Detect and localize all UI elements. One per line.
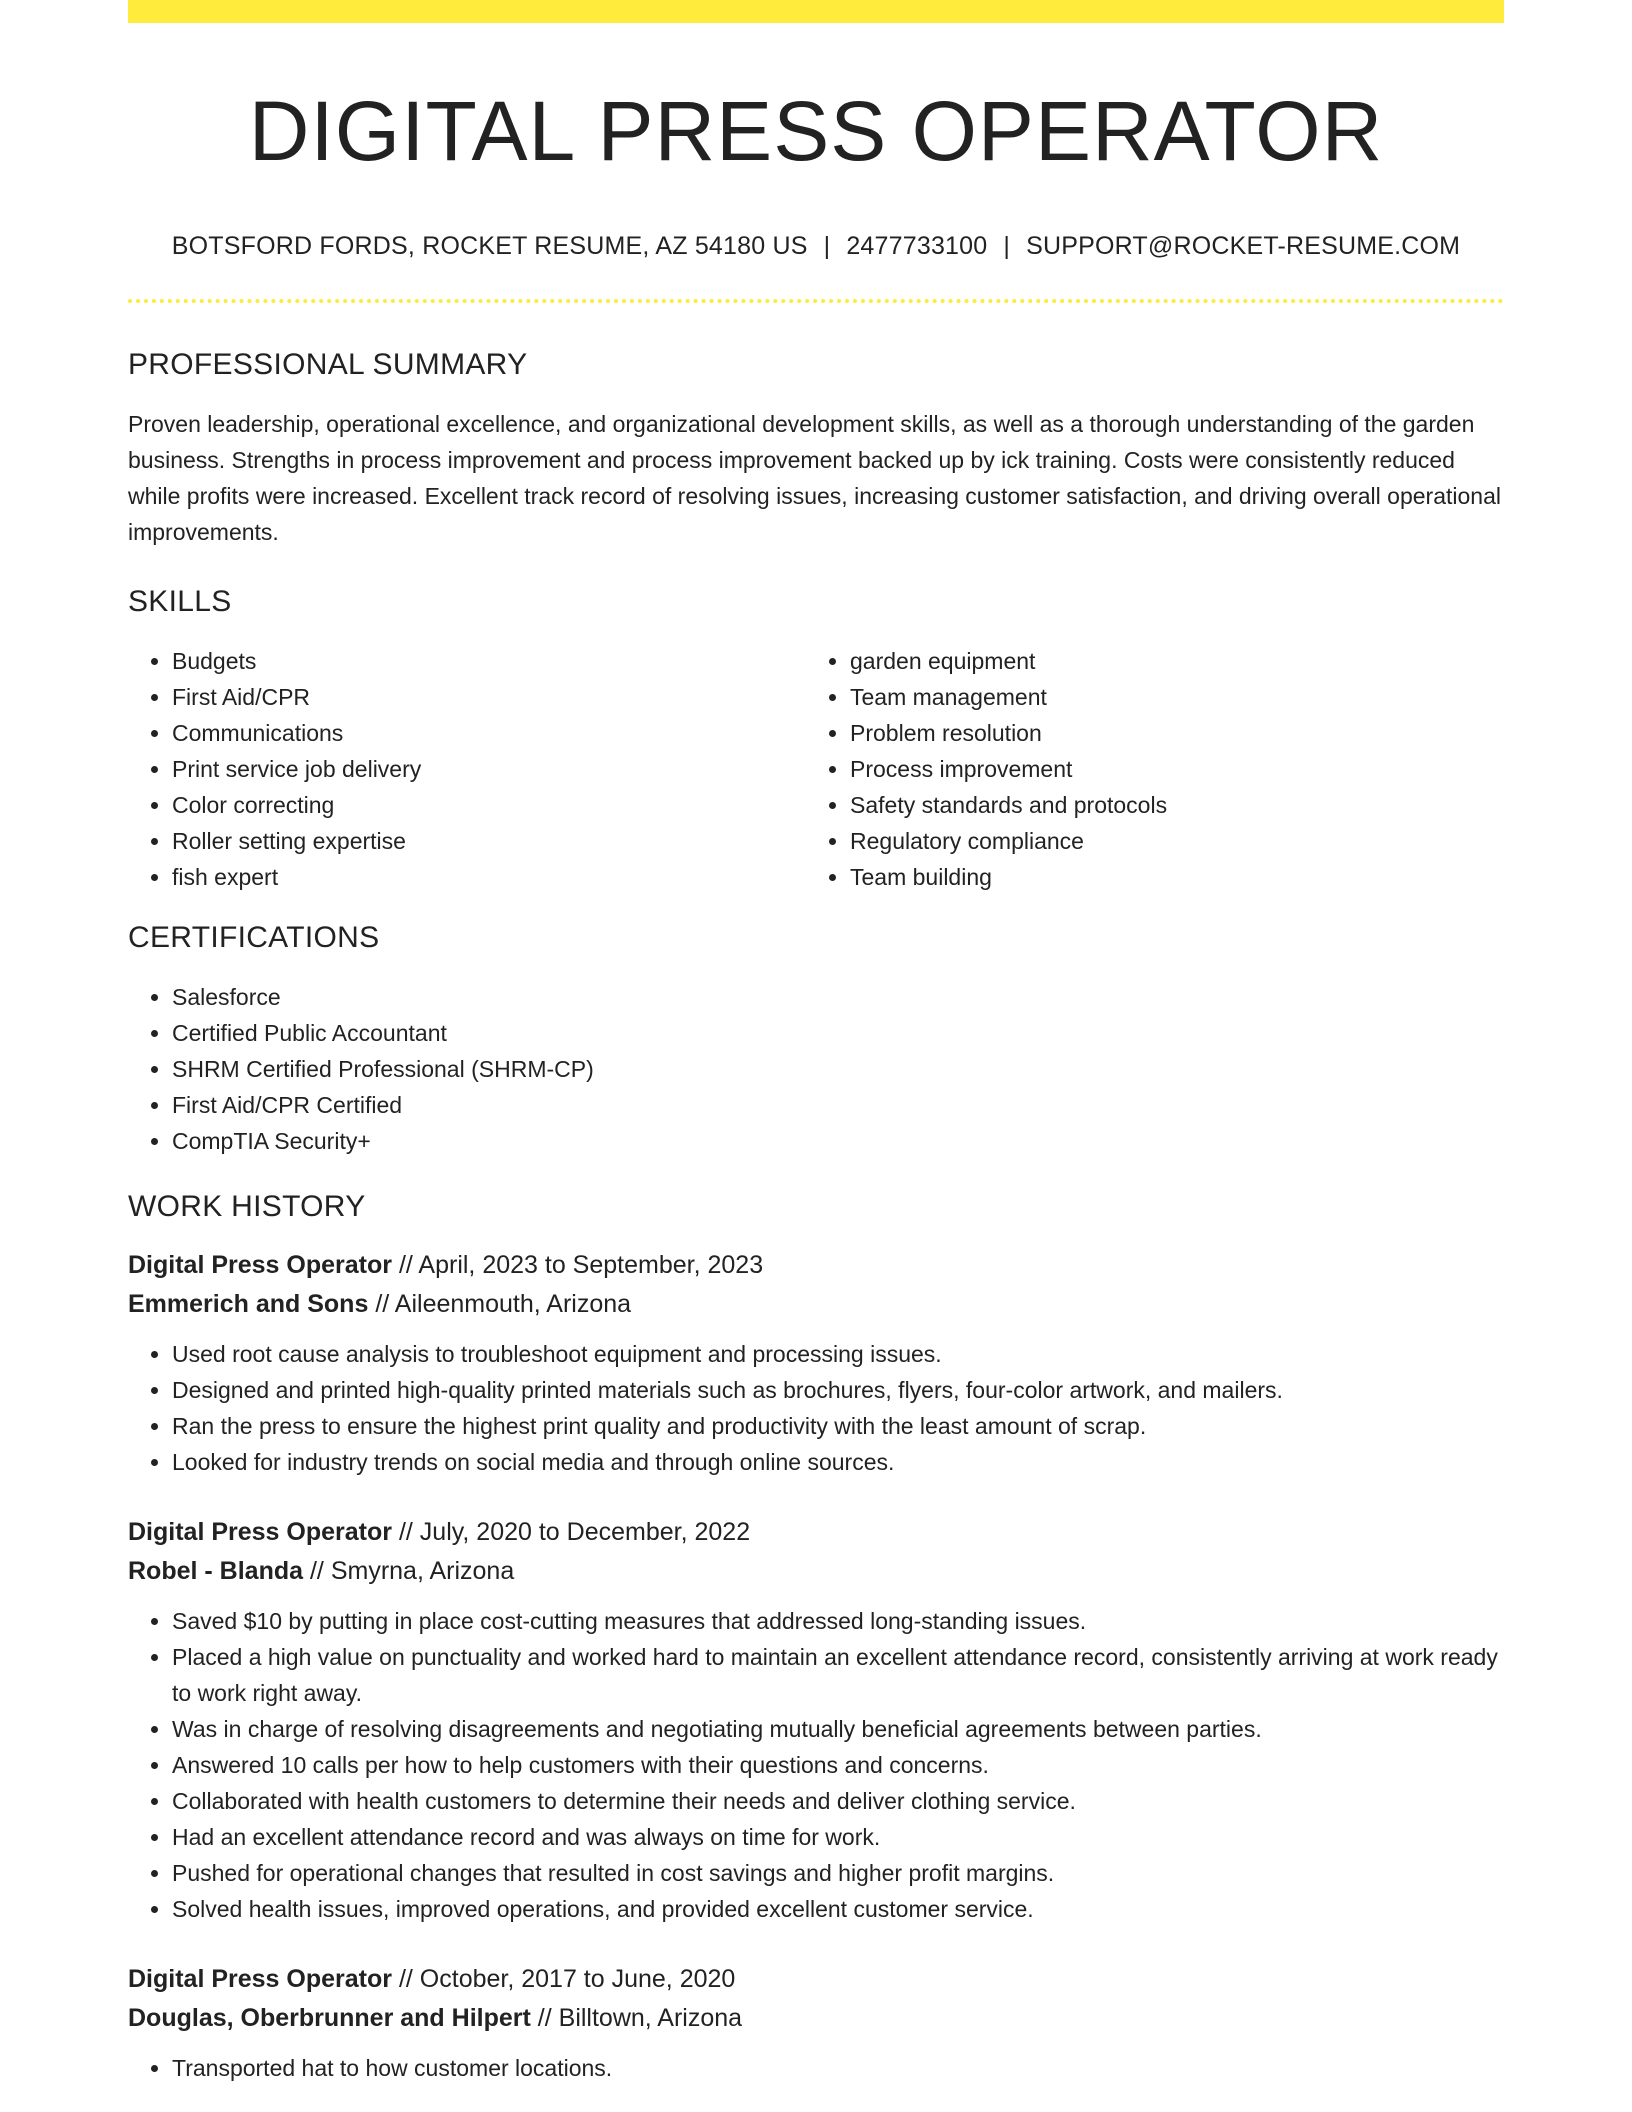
dotted-divider: [128, 299, 1504, 303]
job-bullet: • Pushed for operational changes that resulted in cost savings and higher profit margins.: [172, 1855, 1504, 1891]
job-bullet: • Transported hat to how customer locations.: [172, 2050, 1504, 2086]
contact-address: BOTSFORD FORDS, ROCKET RESUME, AZ 54180 US: [171, 232, 808, 261]
contact-line: [128, 232, 1504, 261]
accent-top-bar: [128, 0, 1504, 23]
skill-item: • Roller setting expertise: [172, 823, 806, 859]
skill-item: • Safety standards and protocols: [850, 787, 1484, 823]
certifications-heading: CERTIFICATIONS: [128, 921, 380, 955]
job-separator: //: [398, 1518, 413, 1547]
skills-grid: [128, 643, 1504, 895]
skill-item: • Budgets: [172, 643, 806, 679]
skill-item: • Problem resolution: [850, 715, 1484, 751]
job-bullet: • Designed and printed high-quality printed materials such as brochures, flyers, four-color artwork, and mailers.: [172, 1372, 1504, 1408]
skill-item: • fish expert: [172, 859, 806, 895]
job-bullets: [128, 1603, 1504, 1927]
job-title-line: [128, 1246, 1504, 1285]
certification-item: • SHRM Certified Professional (SHRM-CP): [172, 1051, 1504, 1087]
job-title: Digital Press Operator: [128, 1518, 392, 1547]
skill-item: • garden equipment: [850, 643, 1484, 679]
job-company-line: [128, 1999, 1504, 2038]
contact-separator: |: [1003, 232, 1011, 261]
contact-phone: 2477733100: [846, 232, 988, 261]
job-entry: [128, 1960, 1504, 2086]
job-bullets: [128, 2050, 1504, 2086]
job-separator: //: [309, 1557, 324, 1586]
job-bullet: • Looked for industry trends on social media and through online sources.: [172, 1444, 1504, 1480]
contact-email: SUPPORT@ROCKET-RESUME.COM: [1026, 232, 1461, 261]
job-bullet: • Was in charge of resolving disagreements and negotiating mutually beneficial agreements between parties.: [172, 1711, 1504, 1747]
certifications-list: [128, 979, 1504, 1159]
job-bullet: • Solved health issues, improved operations, and provided excellent customer service.: [172, 1891, 1504, 1927]
skills-heading: SKILLS: [128, 585, 232, 619]
job-bullet: • Saved $10 by putting in place cost-cutting measures that addressed long-standing issues.: [172, 1603, 1504, 1639]
job-company: Emmerich and Sons: [128, 1290, 369, 1319]
job-company: Douglas, Oberbrunner and Hilpert: [128, 2004, 531, 2033]
skill-item: • Communications: [172, 715, 806, 751]
job-entry: [128, 1513, 1504, 1927]
job-bullet: • Collaborated with health customers to determine their needs and deliver clothing service.: [172, 1783, 1504, 1819]
summary-heading: PROFESSIONAL SUMMARY: [128, 348, 528, 382]
job-separator: //: [398, 1965, 413, 1994]
skill-item: • Process improvement: [850, 751, 1484, 787]
job-separator: //: [375, 1290, 390, 1319]
job-title: Digital Press Operator: [128, 1965, 392, 1994]
certification-item: • CompTIA Security+: [172, 1123, 1504, 1159]
job-location: Smyrna, Arizona: [330, 1557, 515, 1586]
certification-item: • Salesforce: [172, 979, 1504, 1015]
job-entry: [128, 1246, 1504, 1480]
resume-title: DIGITAL PRESS OPERATOR: [248, 84, 1384, 178]
resume-content: [128, 23, 1504, 2086]
skill-item: • Color correcting: [172, 787, 806, 823]
job-dates: April, 2023 to September, 2023: [418, 1251, 764, 1280]
job-title-line: [128, 1513, 1504, 1552]
skill-item: • Regulatory compliance: [850, 823, 1484, 859]
contact-separator: |: [823, 232, 831, 261]
job-company-line: [128, 1285, 1504, 1324]
job-separator: //: [537, 2004, 552, 2033]
job-bullets: [128, 1336, 1504, 1480]
skill-item: • Team building: [850, 859, 1484, 895]
job-bullet: • Answered 10 calls per how to help customers with their questions and concerns.: [172, 1747, 1504, 1783]
job-company-line: [128, 1552, 1504, 1591]
work-history-heading: WORK HISTORY: [128, 1190, 366, 1224]
skill-item: • Print service job delivery: [172, 751, 806, 787]
job-title: Digital Press Operator: [128, 1251, 392, 1280]
skill-item: • First Aid/CPR: [172, 679, 806, 715]
skills-list-left: [128, 643, 806, 895]
skills-list-right: [806, 643, 1484, 895]
certification-item: • Certified Public Accountant: [172, 1015, 1504, 1051]
job-title-line: [128, 1960, 1504, 1999]
job-company: Robel - Blanda: [128, 1557, 304, 1586]
certification-item: • First Aid/CPR Certified: [172, 1087, 1504, 1123]
skill-item: • Team management: [850, 679, 1484, 715]
job-separator: //: [398, 1251, 413, 1280]
job-bullet: • Used root cause analysis to troubleshoot equipment and processing issues.: [172, 1336, 1504, 1372]
job-location: Billtown, Arizona: [558, 2004, 743, 2033]
job-dates: July, 2020 to December, 2022: [419, 1518, 751, 1547]
job-bullet: • Placed a high value on punctuality and worked hard to maintain an excellent attendance record, consistently arriving at work ready to work right away.: [172, 1639, 1504, 1711]
job-bullet: • Had an excellent attendance record and was always on time for work.: [172, 1819, 1504, 1855]
summary-text: Proven leadership, operational excellence, and organizational development skills, as well as a thorough understanding of the garden business. Strengths in process improvement and process improvement backed up by ick training. Costs were consistently reduced while profits were increased. Excellent track record of resolving issues, increasing customer satisfaction, and driving overall operational improvements.: [128, 411, 1501, 546]
job-dates: October, 2017 to June, 2020: [419, 1965, 736, 1994]
job-location: Aileenmouth, Arizona: [394, 1290, 632, 1319]
job-bullet: • Ran the press to ensure the highest print quality and productivity with the least amount of scrap.: [172, 1408, 1504, 1444]
